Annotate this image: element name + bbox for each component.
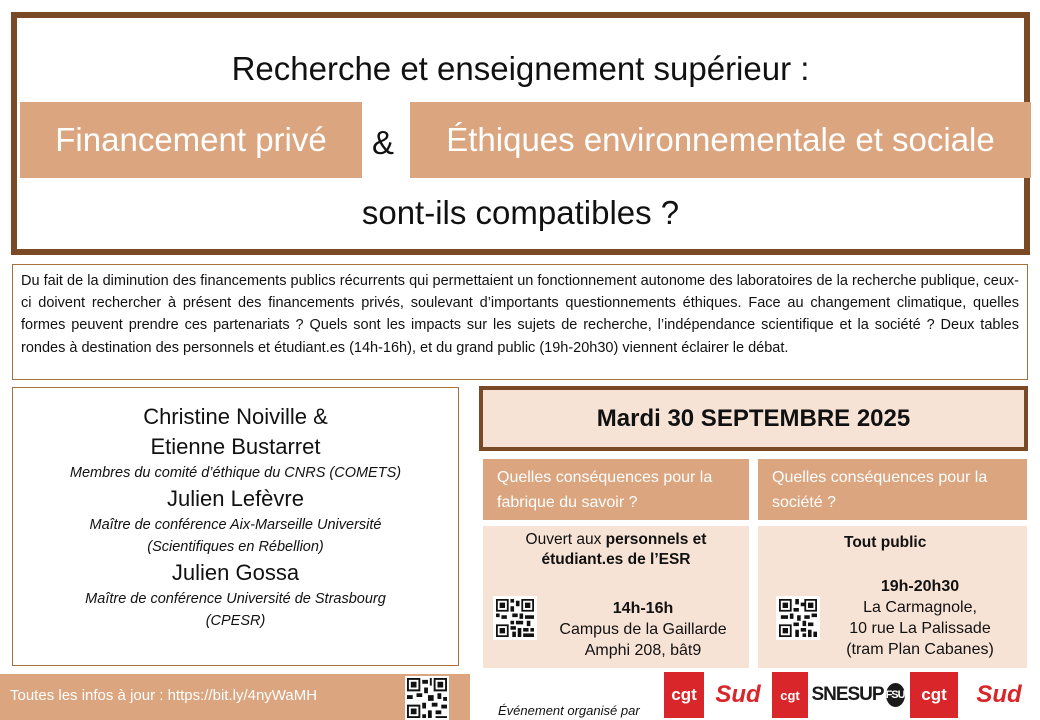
speaker-affiliation: (Scientifiques en Rébellion) (147, 539, 324, 555)
snesup-text: SNESUP (811, 684, 884, 705)
speaker-role: Maître de conférence Université de Strasbourg (85, 591, 386, 607)
qr-code-graphic (779, 599, 817, 637)
speaker-name: Julien Lefèvre (167, 486, 304, 511)
audience-label (483, 530, 749, 570)
qr-code-graphic (496, 599, 534, 637)
snesup-fsu-logo-icon (812, 672, 904, 718)
private-funding-pill: Financement privé (20, 102, 362, 178)
cgt-logo-icon: cgt (664, 672, 704, 718)
audience-label: Tout public (844, 534, 927, 551)
speaker-affiliation: (CPESR) (205, 613, 266, 629)
session-location (543, 598, 743, 661)
sud-education-logo-icon: Sud (962, 672, 1036, 718)
header-box (11, 12, 1030, 255)
speaker-name: Julien Gossa (171, 560, 300, 585)
session-location (830, 576, 1010, 660)
audience-prefix: Ouvert aux (525, 531, 606, 548)
session-question-society: Quelles conséquences pour la société ? (758, 459, 1027, 520)
ethics-pill: Éthiques environnementale et sociale (410, 102, 1031, 178)
venue-line: 10 rue La Palissade (849, 620, 991, 637)
header-question: sont-ils compatibles ? (361, 194, 680, 231)
qr-code-icon[interactable] (493, 596, 537, 640)
cgt-inrae-logo-icon: cgt (772, 672, 808, 718)
sud-recherche-logo-icon: Sud (708, 672, 768, 718)
session-info-public (758, 526, 1027, 668)
venue-line: Campus de la Gaillarde (559, 621, 727, 638)
header-title: Recherche et enseignement supérieur : (231, 50, 810, 87)
qr-code-graphic (407, 678, 447, 718)
cgt-agri-logo-icon: cgt (910, 672, 958, 718)
audience-target: personnels et étudiant.es de l’ESR (541, 531, 707, 568)
footer-info-link[interactable]: Toutes les infos à jour : https://bit.ly/4nyWaMH (0, 674, 470, 720)
venue-line: La Carmagnole, (863, 599, 977, 616)
speaker-names: Christine Noiville & (143, 404, 328, 429)
session-question-knowledge: Quelles conséquences pour la fabrique du savoir ? (483, 459, 749, 520)
speaker-name: Etienne Bustarret (150, 434, 321, 459)
qr-code-icon[interactable] (776, 596, 820, 640)
intro-paragraph: Du fait de la diminution des financements publics récurrents qui permettaient un fonctionnement autonome des laboratoires de la recherche publique, ceux-ci doivent rechercher à présent des financements privés, soulevant d’importants questionnements éthiques. Face au changement climatique, quelles formes peuvent prendre ces partenariats ? Quels sont les impacts sur les sujets de recherche, l’indépendance scientifique et la société ? Deux tables rondes à destination des personnels et étudiant.es (14h-16h), et du grand public (19h-20h30) viennent éclairer le débat. (12, 264, 1028, 380)
session-info-staff (483, 526, 749, 668)
venue-line: (tram Plan Cabanes) (846, 641, 994, 658)
fsu-badge: FSU (886, 683, 905, 707)
speaker-role: Membres du comité d’éthique du CNRS (COMETS) (69, 465, 402, 481)
session-time: 14h-16h (612, 600, 674, 617)
speaker-role: Maître de conférence Aix-Marseille Université (89, 517, 382, 533)
speakers-panel (12, 387, 459, 666)
session-time: 19h-20h30 (880, 578, 960, 595)
venue-line: Amphi 208, bât9 (584, 642, 702, 659)
ampersand: & (372, 124, 395, 161)
organizer-label: Événement organisé par (498, 703, 640, 718)
event-date: Mardi 30 SEPTEMBRE 2025 (479, 386, 1028, 451)
footer-qr-code-icon[interactable] (405, 676, 449, 720)
